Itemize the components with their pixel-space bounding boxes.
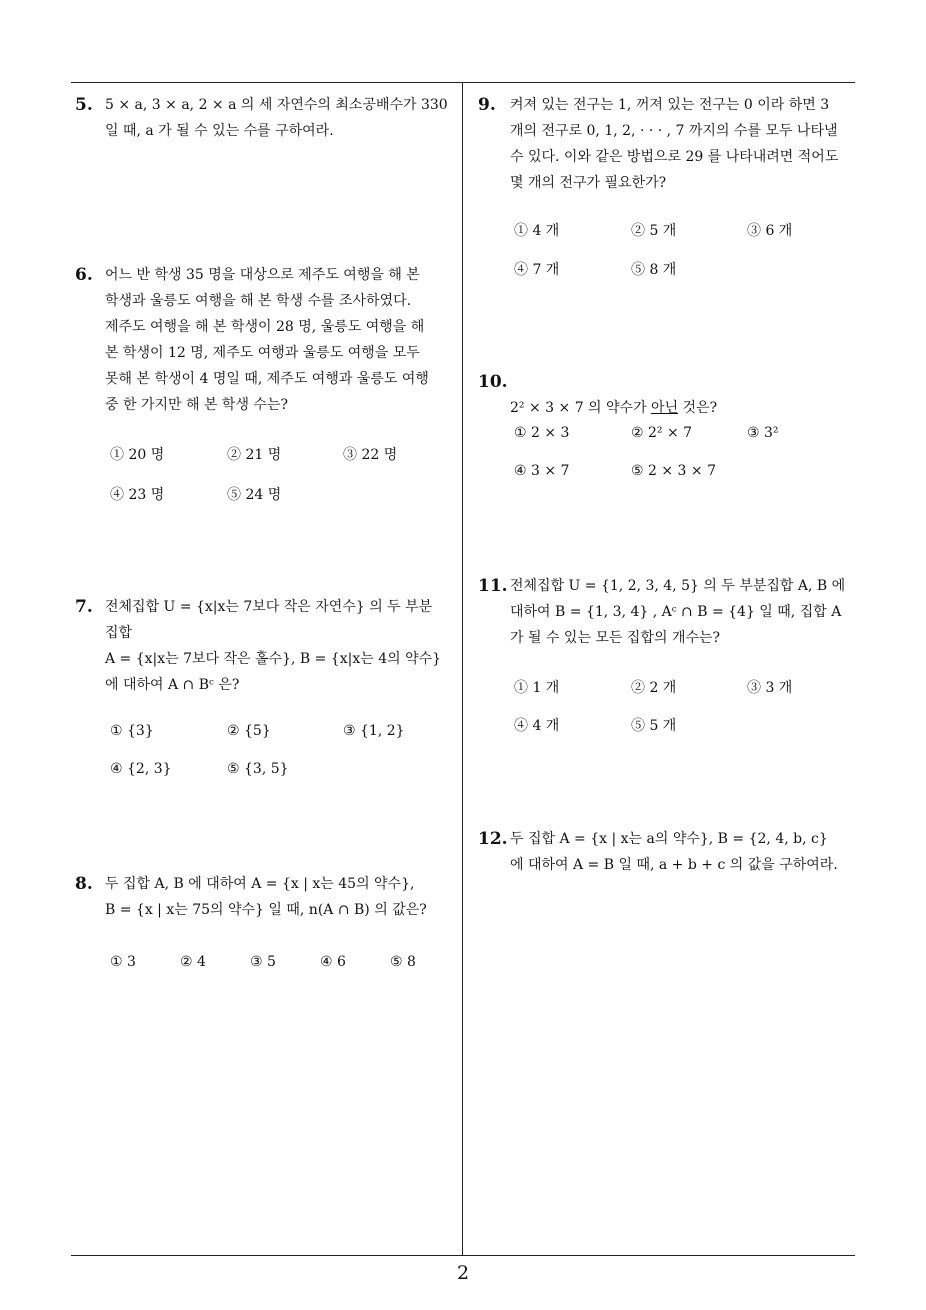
- option-5[interactable]: ⑤ 2 × 3 × 7: [631, 463, 716, 479]
- option-3[interactable]: ③ 5: [250, 954, 276, 970]
- underlined-word: 아닌: [651, 400, 679, 416]
- option-1[interactable]: ① {3}: [110, 723, 154, 739]
- column-divider: [462, 83, 463, 1256]
- option-3[interactable]: ③ 3 개: [747, 680, 793, 696]
- question-11: [478, 573, 863, 651]
- option-2[interactable]: ② 2 개: [631, 680, 677, 696]
- option-5[interactable]: ⑤ 24 명: [227, 487, 282, 503]
- option-1[interactable]: ① 20 명: [110, 447, 165, 463]
- option-2[interactable]: ② 21 명: [227, 447, 282, 463]
- page-number: 2: [456, 1262, 470, 1284]
- question-5: [75, 92, 460, 144]
- question-9: [478, 92, 863, 196]
- option-4[interactable]: ④ 4 개: [514, 718, 560, 734]
- question-number: 11.: [478, 576, 508, 596]
- option-3[interactable]: ③ 3²: [747, 425, 779, 441]
- question-text: 전체집합 U = {1, 2, 3, 4, 5} 의 두 부분집합 A, B 에 대하여 B = {1, 3, 4} , Aᶜ ∩ B = {4} 일 때, 집합 A 가 될 수 있는 모든 집합의 개수는?: [510, 578, 846, 646]
- option-2[interactable]: ② 4: [180, 954, 206, 970]
- option-5[interactable]: ⑤ 8 개: [631, 262, 677, 278]
- option-5[interactable]: ⑤ 8: [390, 954, 416, 970]
- option-5[interactable]: ⑤ {3, 5}: [227, 761, 289, 777]
- question-number: 5.: [75, 95, 93, 115]
- question-6: [75, 262, 460, 418]
- question-text: 두 집합 A = {x | x는 a의 약수}, B = {2, 4, b, c} 에 대하여 A = B 일 때, a + b + c 의 값을 구하여라.: [510, 831, 838, 873]
- option-4[interactable]: ④ 7 개: [514, 262, 560, 278]
- option-1[interactable]: ① 3: [110, 954, 136, 970]
- question-8: [75, 871, 460, 923]
- option-4[interactable]: ④ 6: [320, 954, 346, 970]
- question-number: 6.: [75, 265, 93, 285]
- question-7: [75, 594, 460, 698]
- option-3[interactable]: ③ 22 명: [343, 447, 398, 463]
- question-number: 10.: [478, 372, 508, 392]
- option-1[interactable]: ① 4 개: [514, 223, 560, 239]
- option-4[interactable]: ④ 23 명: [110, 487, 165, 503]
- option-2[interactable]: ② 5 개: [631, 223, 677, 239]
- option-2[interactable]: ② {5}: [227, 723, 271, 739]
- question-number: 7.: [75, 597, 93, 617]
- question-number: 9.: [478, 95, 496, 115]
- option-1[interactable]: ① 2 × 3: [514, 425, 570, 441]
- question-10: [478, 369, 863, 421]
- option-1[interactable]: ① 1 개: [514, 680, 560, 696]
- question-12: [478, 826, 863, 878]
- question-text-post: 것은?: [678, 400, 718, 416]
- question-text-pre: 2² × 3 × 7 의 약수가: [510, 400, 652, 416]
- option-3[interactable]: ③ {1, 2}: [343, 723, 405, 739]
- question-number: 12.: [478, 829, 508, 849]
- option-5[interactable]: ⑤ 5 개: [631, 718, 677, 734]
- question-text: 어느 반 학생 35 명을 대상으로 제주도 여행을 해 본 학생과 울릉도 여행을 해 본 학생 수를 조사하였다. 제주도 여행을 해 본 학생이 28 명, 울릉도 여행을 해 본 학생이 12 명, 제주도 여행과 울릉도 여행을 모두 못해 본 학생이 4 명일 때, 제주도 여행과 울릉도 여행 중 한 가지만 해 본 학생 수는?: [105, 267, 429, 413]
- bottom-rule: [71, 1255, 855, 1256]
- option-4[interactable]: ④ 3 × 7: [514, 463, 570, 479]
- question-text: [510, 369, 863, 421]
- question-number: 8.: [75, 874, 93, 894]
- question-text: 켜져 있는 전구는 1, 꺼져 있는 전구는 0 이라 하면 3 개의 전구로 0, 1, 2, · · · , 7 까지의 수를 모두 나타낼 수 있다. 이와 같은 방법으로 29 를 나타내려면 적어도 몇 개의 전구가 필요한가?: [510, 97, 839, 191]
- top-rule: [71, 82, 855, 83]
- question-text: 두 집합 A, B 에 대하여 A = {x | x는 45의 약수}, B = {x | x는 75의 약수} 일 때, n(A ∩ B) 의 값은?: [105, 876, 427, 918]
- option-3[interactable]: ③ 6 개: [747, 223, 793, 239]
- option-2[interactable]: ② 2² × 7: [631, 425, 693, 441]
- question-text: 전체집합 U = {x|x는 7보다 작은 자연수} 의 두 부분 집합 A = {x|x는 7보다 작은 홀수}, B = {x|x는 4의 약수} 에 대하여 A ∩ Bᶜ 은?: [105, 599, 442, 693]
- question-text: 5 × a, 3 × a, 2 × a 의 세 자연수의 최소공배수가 330 일 때, a 가 될 수 있는 수를 구하여라.: [105, 97, 448, 139]
- option-4[interactable]: ④ {2, 3}: [110, 761, 172, 777]
